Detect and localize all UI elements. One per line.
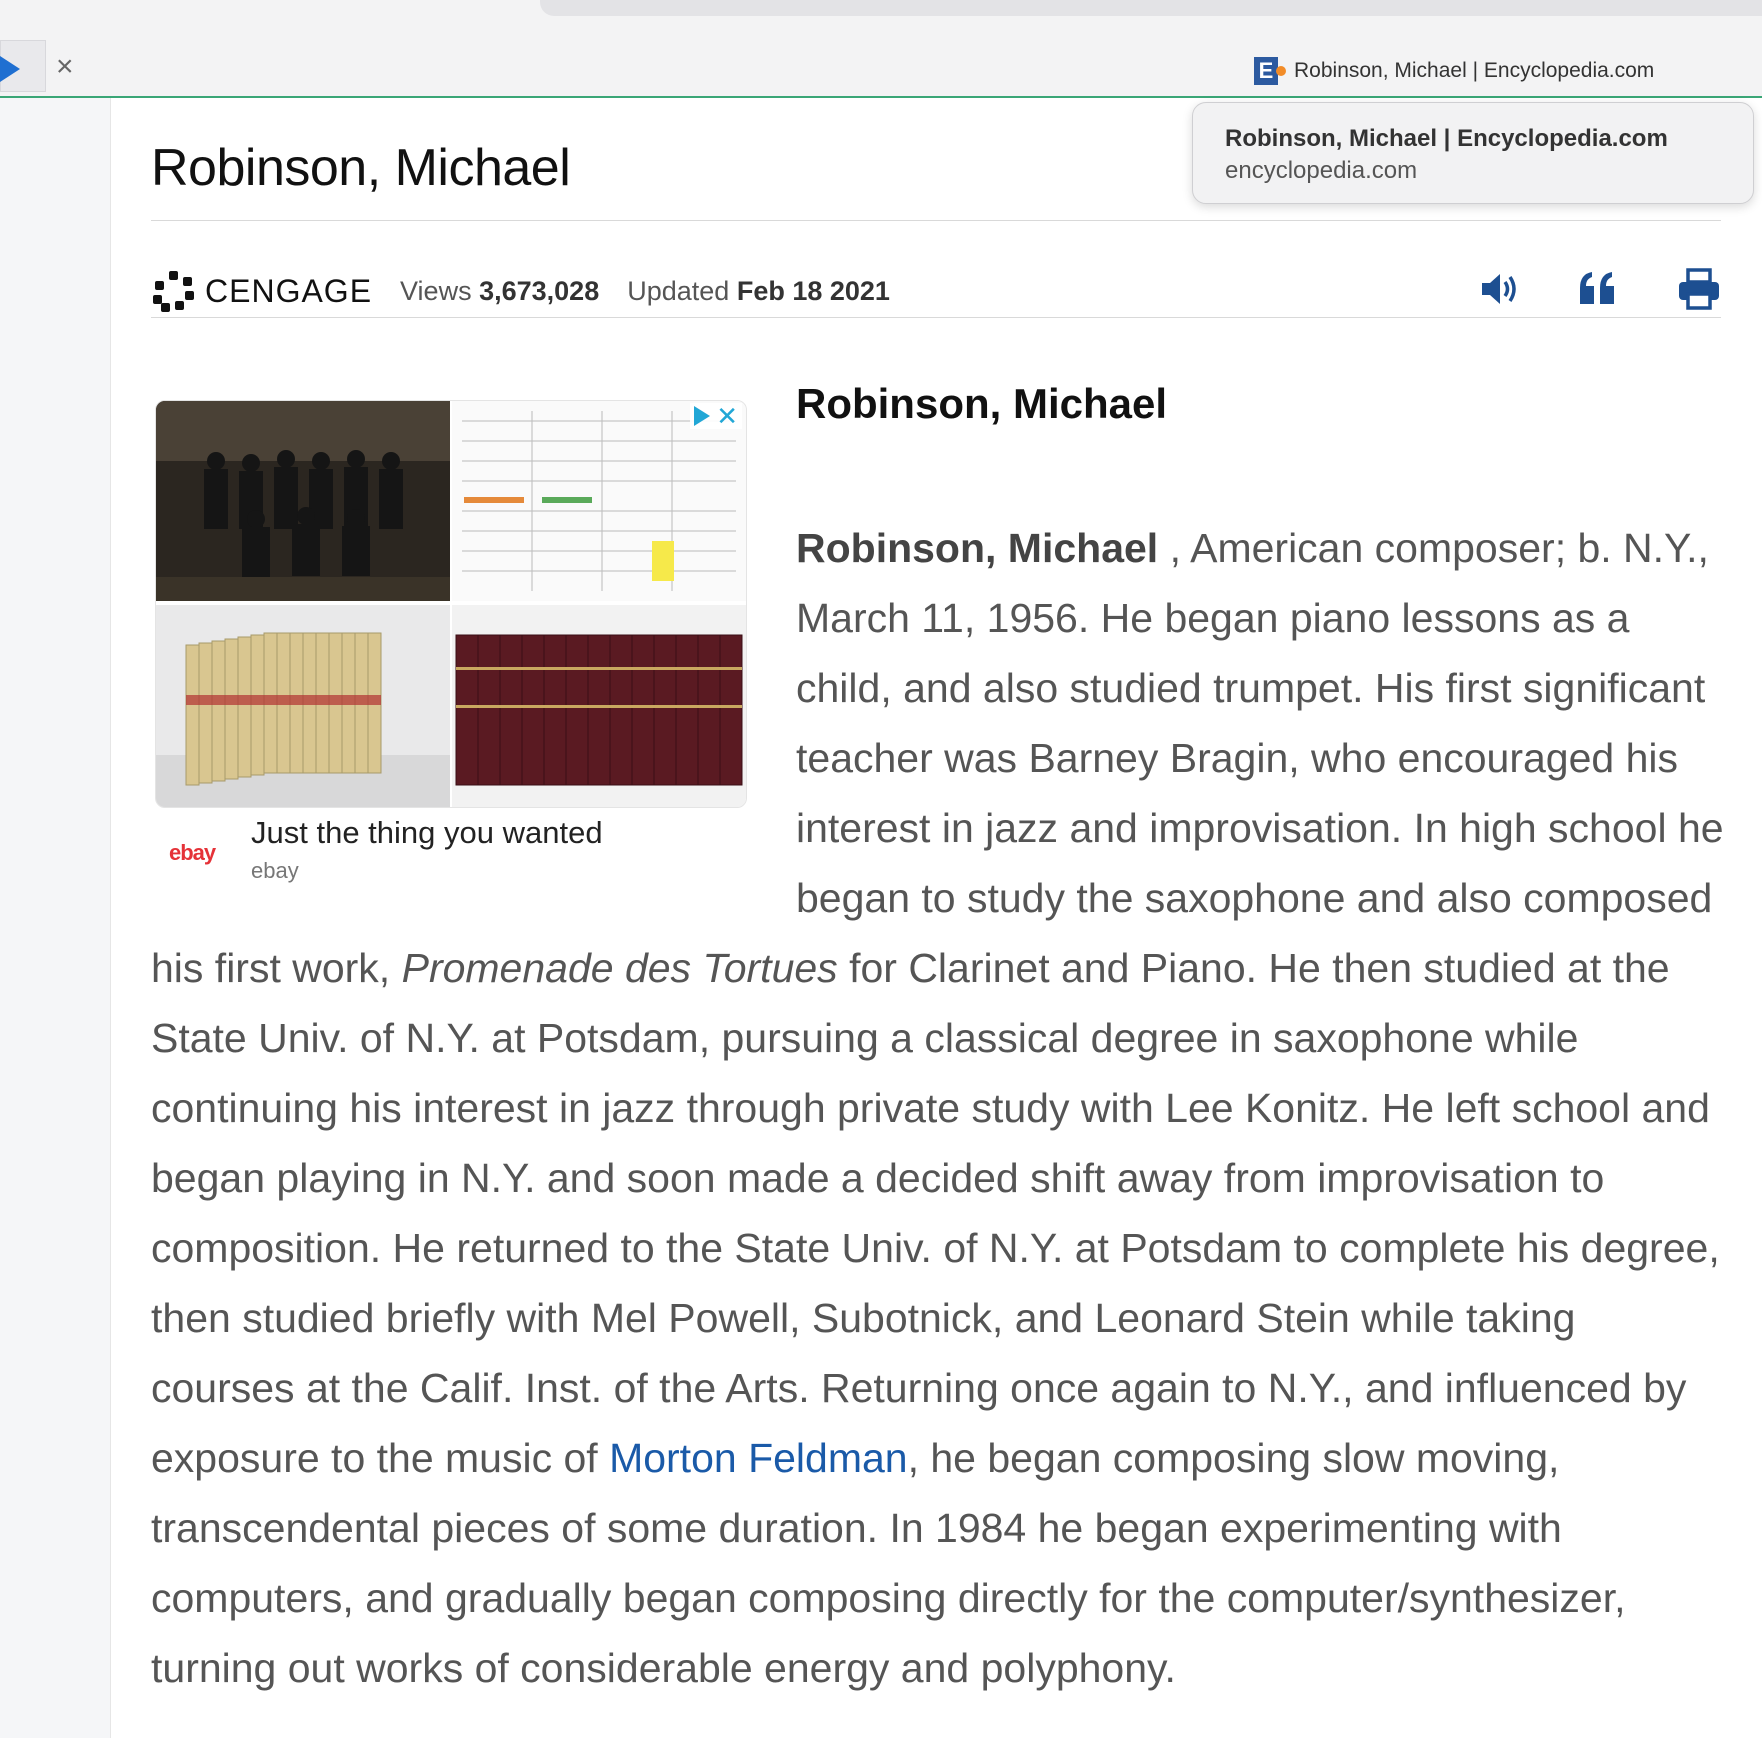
tab-bar (0, 18, 1762, 98)
work-title: Promenade des Tortues (401, 945, 838, 991)
ad-float-spacer (151, 513, 796, 933)
divider (151, 317, 1721, 318)
article-tools (1476, 266, 1722, 312)
encyclopedia-favicon-icon: E (1254, 57, 1282, 85)
views-count: Views 3,673,028 (400, 275, 600, 306)
tooltip-domain: encyclopedia.com (1225, 157, 1418, 184)
tab-title-label: Robinson, Michael | Encyclopedia.com (1294, 59, 1655, 82)
morton-feldman-link[interactable]: Morton Feldman (609, 1435, 908, 1481)
article-text-2: for Clarinet and Piano. He then studied at the State Univ. of N.Y. at Potsdam, pursuing a classical degree in saxophone while continuing his interest in jazz through private study with Lee Konitz. He left school and began playing in N.Y. and soon made a decided shift away from improvisation to composition. He returned to the State Univ. of N.Y. at Potsdam to complete his degree, then studied briefly with Mel Powell, Subotnick, and Leonard Stein while taking courses at the Calif. Inst. of the Arts. Returning once again to N.Y., and influenced by exposure to the music of (151, 945, 1720, 1481)
cengage-logo (151, 269, 372, 313)
ad-close-icon[interactable]: ✕ (716, 401, 738, 431)
ad-source[interactable]: ebay (251, 858, 299, 883)
tab-tooltip (1192, 102, 1754, 204)
article-text-3: , he began composing slow moving, transcendental pieces of some duration. In 1984 he began experimenting with computers, and gradually began composing directly for the computer/synthesizer, turning out works of considerable energy and polyphony. (151, 1435, 1626, 1691)
tooltip-title: Robinson, Michael | Encyclopedia.com (1225, 125, 1668, 152)
close-sidebar-button[interactable]: × (56, 50, 74, 83)
quote-icon[interactable] (1576, 266, 1622, 312)
publisher-name: CENGAGE (205, 272, 373, 309)
left-sidebar-panel (0, 98, 111, 1738)
article-meta (151, 266, 890, 316)
play-icon[interactable] (0, 56, 20, 82)
ebay-logo[interactable]: ebay (169, 840, 216, 865)
address-bar[interactable] (540, 0, 1762, 16)
ad-choices[interactable] (690, 403, 742, 429)
article-lead: Robinson, Michael (796, 525, 1159, 571)
print-icon[interactable] (1676, 266, 1722, 312)
article-text-1: , American composer; b. N.Y., March 11, 1956. He began piano lessons as a child, and also studied trumpet. His first significant teacher was Barney Bragin, who encouraged his interest in jazz and improvisation. In high school he began to study the saxophone and also composed his first work, (151, 525, 1724, 991)
speaker-icon[interactable] (1476, 266, 1522, 312)
article-heading: Robinson, Michael (796, 380, 1168, 427)
ad-headline[interactable]: Just the thing you wanted (251, 815, 603, 850)
adchoices-icon[interactable] (694, 406, 710, 426)
tab-active[interactable] (1254, 56, 1654, 86)
article-body (151, 513, 1726, 1703)
cengage-mark-icon (151, 269, 195, 313)
browser-toolbar-edge (0, 0, 1762, 18)
updated-date: Updated Feb 18 2021 (627, 275, 890, 306)
page-content (111, 98, 1762, 1738)
divider (151, 220, 1721, 221)
page-title: Robinson, Michael (151, 139, 571, 197)
